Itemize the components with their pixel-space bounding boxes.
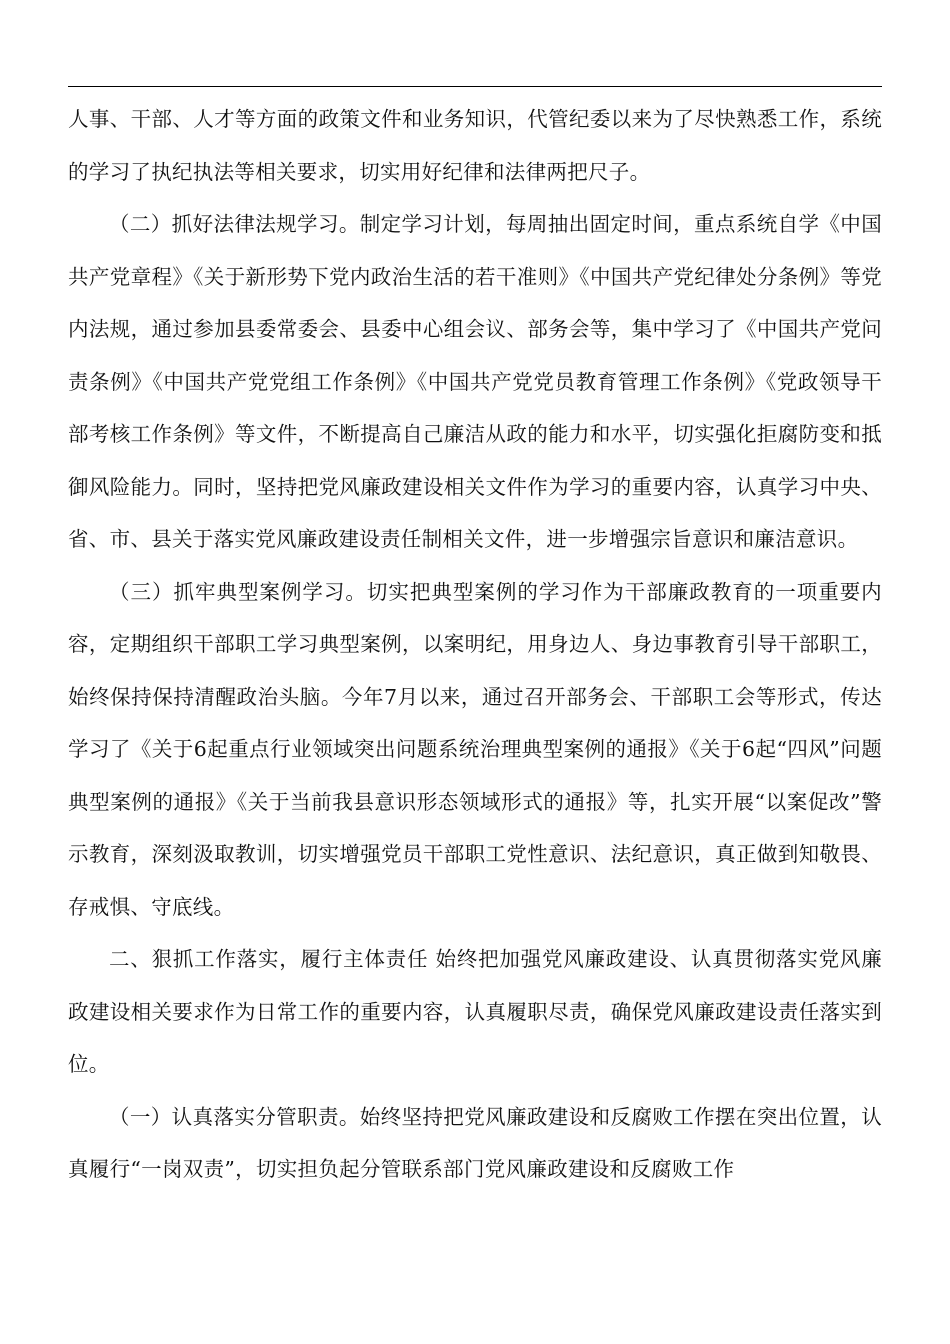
document-body [68,93,882,1196]
paragraph-1: 人事、干部、人才等方面的政策文件和业务知识，代管纪委以来为了尽快熟悉工作，系统的学习了执纪执法等相关要求，切实用好纪律和法律两把尺子。 [68,107,882,184]
header-rule [68,86,882,87]
paragraph-5: （一）认真落实分管职责。始终坚持把党风廉政建设和反腐败工作摆在突出位置，认真履行“一岗双责”，切实担负起分管联系部门党风廉政建设和反腐败工作 [68,1104,882,1181]
paragraph-2: （二）抓好法律法规学习。制定学习计划，每周抽出固定时间，重点系统自学《中国共产党章程》《关于新形势下党内政治生活的若干准则》《中国共产党纪律处分条例》等党内法规，通过参加县委常委会、县委中心组会议、部务会等，集中学习了《中国共产党问责条例》《中国共产党党组工作条例》《中国共产党党员教育管理工作条例》《党政领导干部考核工作条例》等文件，不断提高自己廉洁从政的能力和水平，切实强化拒腐防变和抵御风险能力。同时，坚持把党风廉政建设相关文件作为学习的重要内容，认真学习中央、省、市、县关于落实党风廉政建设责任制相关文件，进一步增强宗旨意识和廉洁意识。 [68,212,882,551]
paragraph-3: （三）抓牢典型案例学习。切实把典型案例的学习作为干部廉政教育的一项重要内容，定期组织干部职工学习典型案例，以案明纪，用身边人、身边事教育引导干部职工，始终保持保持清醒政治头脑。今年7月以来，通过召开部务会、干部职工会等形式，传达学习了《关于6起重点行业领域突出问题系统治理典型案例的通报》《关于6起“四风”问题典型案例的通报》《关于当前我县意识形态领域形式的通报》等，扎实开展“以案促改”警示教育，深刻汲取教训，切实增强党员干部职工党性意识、法纪意识，真正做到知敬畏、存戒惧、守底线。 [68,579,882,919]
paragraph-4: 二、狠抓工作落实，履行主体责任 始终把加强党风廉政建设、认真贯彻落实党风廉政建设相关要求作为日常工作的重要内容，认真履职尽责，确保党风廉政建设责任落实到位。 [68,947,882,1076]
